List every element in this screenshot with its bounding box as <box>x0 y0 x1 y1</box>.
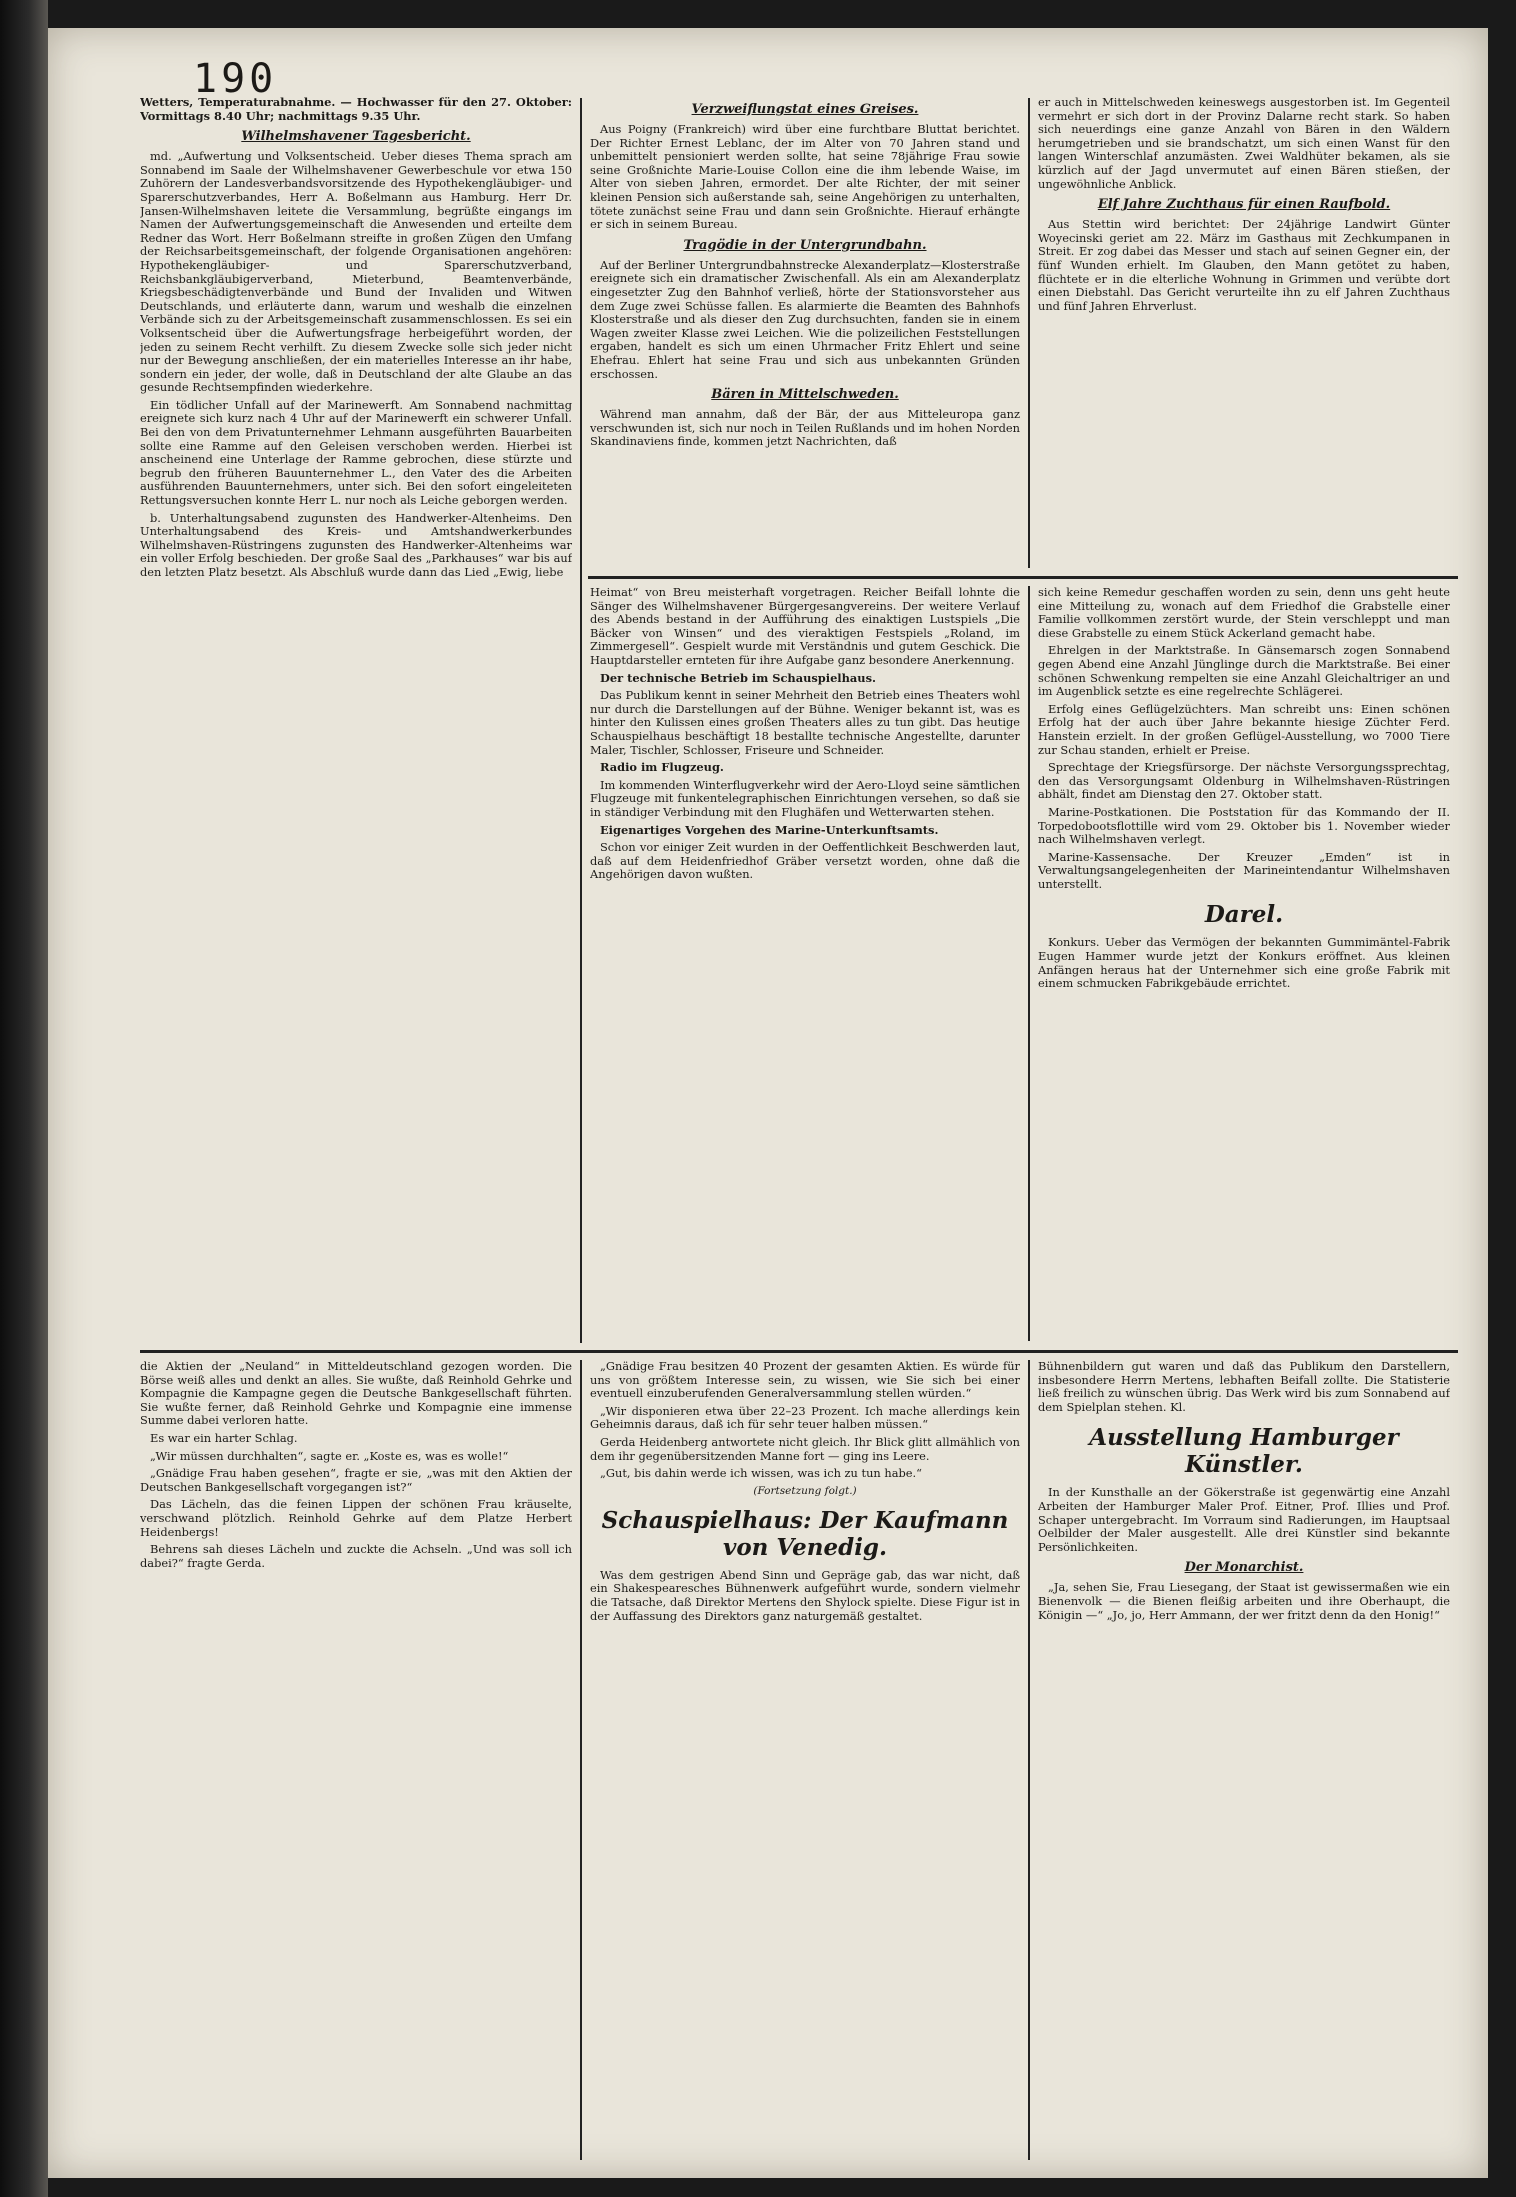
headline-technischer-betrieb: Der technische Betrieb im Schauspielhaus. <box>600 670 876 685</box>
article-heimat: Heimat“ von Breu meisterhaft vorgetragen. Reicher Beifall lohnte die Sänger des Wilhelmshavener Bürgergesangvereins. Der weitere Verlauf des Abends bestand in der Aufführung des einaktigen Lustspiels „Die Bäcker von Winsen“ und des vieraktigen Festspiels „Roland, im Zimmergesell“. Gespielt wurde mit Verständnis und gutem Geschick. Die Hauptdarsteller ernteten für ihre Aufgabe ganz besondere Anerkennung. <box>590 586 1020 667</box>
report-title: Wilhelmshavener Tagesbericht. <box>241 129 471 145</box>
headline-radio: Radio im Flugzeug. <box>600 760 724 775</box>
headline-tragoedie: Tragödie in der Untergrundbahn. <box>683 237 927 253</box>
book-binding-edge <box>0 0 48 2197</box>
column-rule <box>1028 586 1030 1341</box>
section-rule <box>140 1350 1458 1353</box>
article-aufwertung: md. „Aufwertung und Volksentscheid. Ueber dieses Thema sprach am Sonnabend im Saale der Wilhelmshavener Gewerbeschule vor etwa 150 Zuhörern der Landesverbandsvorsitzende des Hypothekengläubiger- und Sparerschutzverbandes, Herr A. Boßelmann aus Hamburg. Herr Dr. Jansen-Wilhelmshaven leitete die Versammlung, begrüßte eingangs im Namen der Aufwertungsgemeinschaft die Anwesenden und erteilte dem Redner das Wort. Herr Boßelmann streifte in großen Zügen den Umfang der Reichsarbeitsgemeinschaft, der folgende Organisationen angehören: Hypothekengläubiger- und Sparerschutzverband, Reichsbankgläubigerverband, Mieterbund, Beamtenverbände, Kriegsbeschädigtenverbände und Bund der Invaliden und Witwen Deutschlands, und erläuterte dann, warum und weshalb die einzelnen Verbände sich zu der Arbeitsgemeinschaft zusammenschlossen. Es sei ein Volksentscheid über die Aufwertungsfrage herbeigeführt worden, der jeden zu seinem Recht verhilft. Zu diesem Zwecke solle sich jeder nicht nur der Bewegung anschließen, der ein materielles Interesse an ihr habe, sondern ein jeder, der wolle, daß in Deutschland der alte Glaube an das gesunde Rechtsempfinden wiederkehre. <box>140 149 572 395</box>
article-ausstellung: In der Kunsthalle an der Gökerstraße ist gegenwärtig eine Anzahl Arbeiten der Hamburger Maler Prof. Eitner, Prof. Illies und Prof. Schaper untergebracht. Im Vorraum sind Radierungen, im Hauptsaal Oelbilder der Maler ausgestellt. Alle drei Künstler sind bekannte Persönlichkeiten. <box>1038 1485 1450 1554</box>
headline-marine-unterkunft: Eigenartiges Vorgehen des Marine-Unterkunftsamts. <box>600 822 939 837</box>
weather-note: Wetters, Temperaturabnahme. — Hochwasser für den 27. Oktober: Vormittags 8.40 Uhr; nachmittags 9.35 Uhr. <box>140 96 572 123</box>
novel-text-1: die Aktien der „Neuland“ in Mitteldeutschland gezogen worden. Die Börse weiß alles und denkt an alles. Sie wußte, daß Reinhold Gehrke und Kompagnie die Kampagne gegen die Deutsche Bankgesellschaft führten. Sie wußte ferner, daß Reinhold Gehrke und Kompagnie eine immense Summe dabei verloren hatte. <box>140 1360 572 1428</box>
headline-baeren: Bären in Mittelschweden. <box>711 387 899 403</box>
article-marine-unterkunft: Schon vor einiger Zeit wurden in der Oeffentlichkeit Beschwerden laut, daß auf dem Heidenfriedhof Gräber versetzt worden, ohne daß die Angehörigen davon wußten. <box>590 840 1020 882</box>
headline-monarchist: Der Monarchist. <box>1184 1560 1304 1576</box>
novel-text-9: Gerda Heidenberg antwortete nicht gleich. Ihr Blick glitt allmählich von dem ihr gegenübersitzenden Manne fort — ging ins Leere. <box>590 1434 1020 1463</box>
page-number: 190 <box>193 56 278 102</box>
novel-text-7: „Gnädige Frau besitzen 40 Prozent der gesamten Aktien. Es würde für uns von größtem Interesse sein, zu wissen, wie Sie sich bei einer eventuell einzuberufenden Generalversammlung stellen würden.“ <box>590 1360 1020 1401</box>
column-mid-middle <box>590 586 1020 1341</box>
novel-text-2: Es war ein harter Schlag. <box>150 1430 298 1445</box>
article-baeren: Während man annahm, daß der Bär, der aus Mitteleuropa ganz verschwunden ist, sich nur noch in Teilen Rußlands und im hohen Norden Skandinaviens finde, kommen jetzt Nachrichten, daß <box>590 407 1020 449</box>
continuation-note: (Fortsetzung folgt.) <box>753 1484 857 1497</box>
article-unterhaltungsabend: b. Unterhaltungsabend zugunsten des Handwerker-Altenheims. Den Unterhaltungsabend des Kreis- und Amtshandwerkerbundes Wilhelmshaven-Rüstringens zugunsten des Handwerker-Altenheims war ein voller Erfolg beschieden. Der große Saal des „Parkhauses“ war bis auf den letzten Platz besetzt. Als Abschluß wurde dann das Lied „Ewig, liebe <box>140 510 572 579</box>
column-bottom-middle <box>590 1360 1020 2160</box>
article-unfall: Ein tödlicher Unfall auf der Marinewerft. Am Sonnabend nachmittag ereignete sich kurz nach 4 Uhr auf der Marinewerft ein schwerer Unfall. Bei den von dem Privatunternehmer Lehmann ausgeführten Bauarbeiten sollte eine Ramme auf den Geleisen verschoben werden. Hierbei ist anscheinend eine Unterlage der Ramme gebrochen, diese stürzte und begrub den früheren Bauunternehmer L., den Vater des die Arbeiten ausführenden Bauunternehmers, unter sich. Bei den sofort eingeleiteten Rettungsversuchen konnte Herr L. nur noch als Leiche geborgen werden. <box>140 397 572 508</box>
article-radio: Im kommenden Winterflugverkehr wird der Aero-Lloyd seine sämtlichen Flugzeuge mit funkentelegraphischen Einrichtungen versehen, so daß sie in ständiger Verbindung mit den Flughäfen und Wetterwarten stehen. <box>590 777 1020 819</box>
column-rule <box>580 1360 582 2160</box>
article-kriegsfuersorge: Sprechtage der Kriegsfürsorge. Der nächste Versorgungssprechtag, den das Versorgungsamt Oldenburg in Wilhelmshaven-Rüstringen abhält, findet am Dienstag den 27. Oktober statt. <box>1038 760 1450 802</box>
article-marine-post: Marine-Postkationen. Die Poststation für das Kommando der II. Torpedobootsflottille wird vom 29. Oktober bis 1. November wieder nach Wilhelmshaven verlegt. <box>1038 804 1450 847</box>
headline-varel: Darel. <box>1204 901 1284 929</box>
column-bottom-right <box>1038 1360 1450 2160</box>
column-top-right <box>1038 96 1450 566</box>
article-monarchist: „Ja, sehen Sie, Frau Liesegang, der Staat ist gewissermaßen wie ein Bienenvolk — die Bienen fleißig arbeiten und ihre Oberhaupt, die Königin —“ „Jo, jo, Herr Ammann, der wer fritzt denn da den Honig!“ <box>1038 1580 1450 1622</box>
novel-text-5: Das Lächeln, das die feinen Lippen der schönen Frau kräuselte, verschwand plötzlich. Reinhold Gehrke auf dem Platze Herbert Heidenbergs! <box>140 1497 572 1539</box>
article-technischer-betrieb: Das Publikum kennt in seiner Mehrheit den Betrieb eines Theaters wohl nur durch die Darstellungen auf der Bühne. Weniger bekannt ist, was es hinter den Kulissen eines großen Theaters alles zu tun gibt. Das heutige Schauspielhaus beschäftigt 18 bestallte technische Angestellte, darunter Maler, Tischler, Schlosser, Friseure und Schneider. <box>590 688 1020 757</box>
article-kaufmann-cont: Bühnenbildern gut waren und daß das Publikum den Darstellern, insbesondere Herrn Mertens, lebhaften Beifall zollte. Die Statisterie ließ freilich zu wünschen übrig. Das Werk wird bis zum Sonnabend auf dem Spielplan stehen. Kl. <box>1038 1360 1450 1414</box>
headline-ausstellung: Ausstellung Hamburger Künstler. <box>1089 1424 1399 1479</box>
article-tragoedie: Auf der Berliner Untergrundbahnstrecke Alexanderplatz—Klosterstraße ereignete sich ein dramatischer Zwischenfall. Als ein am Alexanderplatz eingesetzter Zug den Bahnhof verließ, hörte der Stationsvorsteher aus dem Zuge zwei Schüsse fallen. Es alarmierte die Beamten des Bahnhofs Klosterstraße und als dieser den Zug durchsuchten, fanden sie in einem Wagen zweiter Klasse zwei Leichen. Wie die polizeilichen Feststellungen ergaben, handelt es sich um einen Uhrmacher Fritz Ehlert und seine Ehefrau. Ehlert hat seine Frau und sich aus unbekannten Gründen erschossen. <box>590 257 1020 381</box>
section-rule <box>588 576 1458 579</box>
article-gefluegel: Erfolg eines Geflügelzüchters. Man schreibt uns: Einen schönen Erfolg hat der auch über Jahre bekannte hiesige Züchter Ferd. Hanstein erzielt. In der großen Geflügel-Ausstellung, wo 7000 Tiere zur Schau standen, erhielt er Preise. <box>1038 701 1450 757</box>
article-zuchthaus: Aus Stettin wird berichtet: Der 24jährige Landwirt Günter Woyecinski geriet am 22. März im Gasthaus mit Zechkumpanen in Streit. Er zog dabei das Messer und stach auf seinen Gegner ein, der fünf Wunden erhielt. Im Glauben, den Mann getötet zu haben, flüchtete er in die elterliche Wohnung in Grimmen und verübte dort einen Diebstahl. Das Gericht verurteilte ihn zu elf Jahren Zuchthaus und fünf Jahren Ehrverlust. <box>1038 217 1450 313</box>
article-baeren-cont: er auch in Mittelschweden keineswegs ausgestorben ist. Im Gegenteil vermehrt er sich dort in der Provinz Dalarne recht stark. So haben sich neuerdings eine ganze Anzahl von Bären in den Wäldern herumgetrieben und sie brandschatzt, um sich einen Wanst für den langen Winterschlaf anzumästen. Zwei Waldhüter bekamen, als sie kürzlich auf der Jagd unvermutet auf einen Bären stießen, der ungewöhnliche Anblick. <box>1038 96 1450 191</box>
novel-text-10: „Gut, bis dahin werde ich wissen, was ich zu tun habe.“ <box>600 1466 922 1481</box>
article-verzweiflungstat: Aus Poigny (Frankreich) wird über eine furchtbare Bluttat berichtet. Der Richter Ernest Leblanc, der im Alter von 70 Jahren stand und unbemittelt pensioniert werden sollte, hat seine 78jährige Frau sowie seine Großnichte Marie-Louise Collon eine die ihm lebende Waise, im Alter von sieben Jahren, ermordet. Der alte Richter, der mit seiner kleinen Pension sich außerstande sah, seine Angehörigen zu unterhalten, tötete zunächst seine Frau und dann sein Großnichte. Hierauf erhängte er sich in seinem Bureau. <box>590 122 1020 232</box>
article-marine-kasse: Marine-Kassensache. Der Kreuzer „Emden“ ist in Verwaltungsangelegenheiten der Marineintendantur Wilhelmshaven unterstellt. <box>1038 849 1450 891</box>
newspaper-page <box>48 28 1488 2178</box>
novel-text-4: „Gnädige Frau haben gesehen“, fragte er sie, „was mit den Aktien der Deutschen Bankgesellschaft vorgegangen ist?“ <box>140 1466 572 1494</box>
article-remedur: sich keine Remedur geschaffen worden zu sein, denn uns geht heute eine Mitteilung zu, wonach auf dem Friedhof die Grabstelle einer Familie vollkommen zerstört wurde, der Stein verschleppt und man diese Grabstelle zu einem Stück Ackerland gemacht habe. <box>1038 586 1450 640</box>
column-top-middle <box>590 96 1020 566</box>
novel-text-8: „Wir disponieren etwa über 22–23 Prozent. Ich mache allerdings kein Geheimnis daraus, daß ich für sehr teuer halben müssen.“ <box>590 1403 1020 1432</box>
headline-kaufmann: Schauspielhaus: Der Kaufmann von Venedig. <box>601 1506 1009 1561</box>
article-kaufmann: Was dem gestrigen Abend Sinn und Gepräge gab, das war nicht, daß ein Shakespearesches Bühnenwerk aufgeführt wurde, sondern vielmehr die Tatsache, daß Direktor Mertens den Shylock spielte. Diese Figur ist in der Auffassung des Direktors ganz naturgemäß gestaltet. <box>590 1567 1020 1623</box>
article-konkurs: Konkurs. Ueber das Vermögen der bekannten Gummimäntel-Fabrik Eugen Hammer wurde jetzt der Konkurs eröffnet. Aus kleinen Anfängen heraus hat der Unternehmer sich eine große Fabrik mit einem schmucken Fabrikgebäude errichtet. <box>1038 935 1450 991</box>
article-marktstrasse: Ehrelgen in der Marktstraße. In Gänsemarsch zogen Sonnabend gegen Abend eine Anzahl Jünglinge durch die Marktstraße. Bei einer schönen Schwenkung rempelten sie eine Anzahl Gleichaltriger an und im Augenblick setzte es eine regelrechte Schlägerei. <box>1038 643 1450 699</box>
column-top-left <box>140 96 572 1346</box>
column-rule <box>1028 98 1030 568</box>
column-rule <box>1028 1360 1030 2160</box>
column-bottom-left <box>140 1360 572 2160</box>
column-mid-right <box>1038 586 1450 1341</box>
column-rule <box>580 98 582 1343</box>
novel-text-3: „Wir müssen durchhalten“, sagte er. „Koste es, was es wolle!“ <box>150 1448 509 1463</box>
headline-zuchthaus: Elf Jahre Zuchthaus für einen Raufbold. <box>1097 197 1391 213</box>
headline-verzweiflungstat: Verzweiflungstat eines Greises. <box>691 102 919 117</box>
novel-text-6: Behrens sah dieses Lächeln und zuckte die Achseln. „Und was soll ich dabei?“ fragte Gerda. <box>140 1542 572 1570</box>
